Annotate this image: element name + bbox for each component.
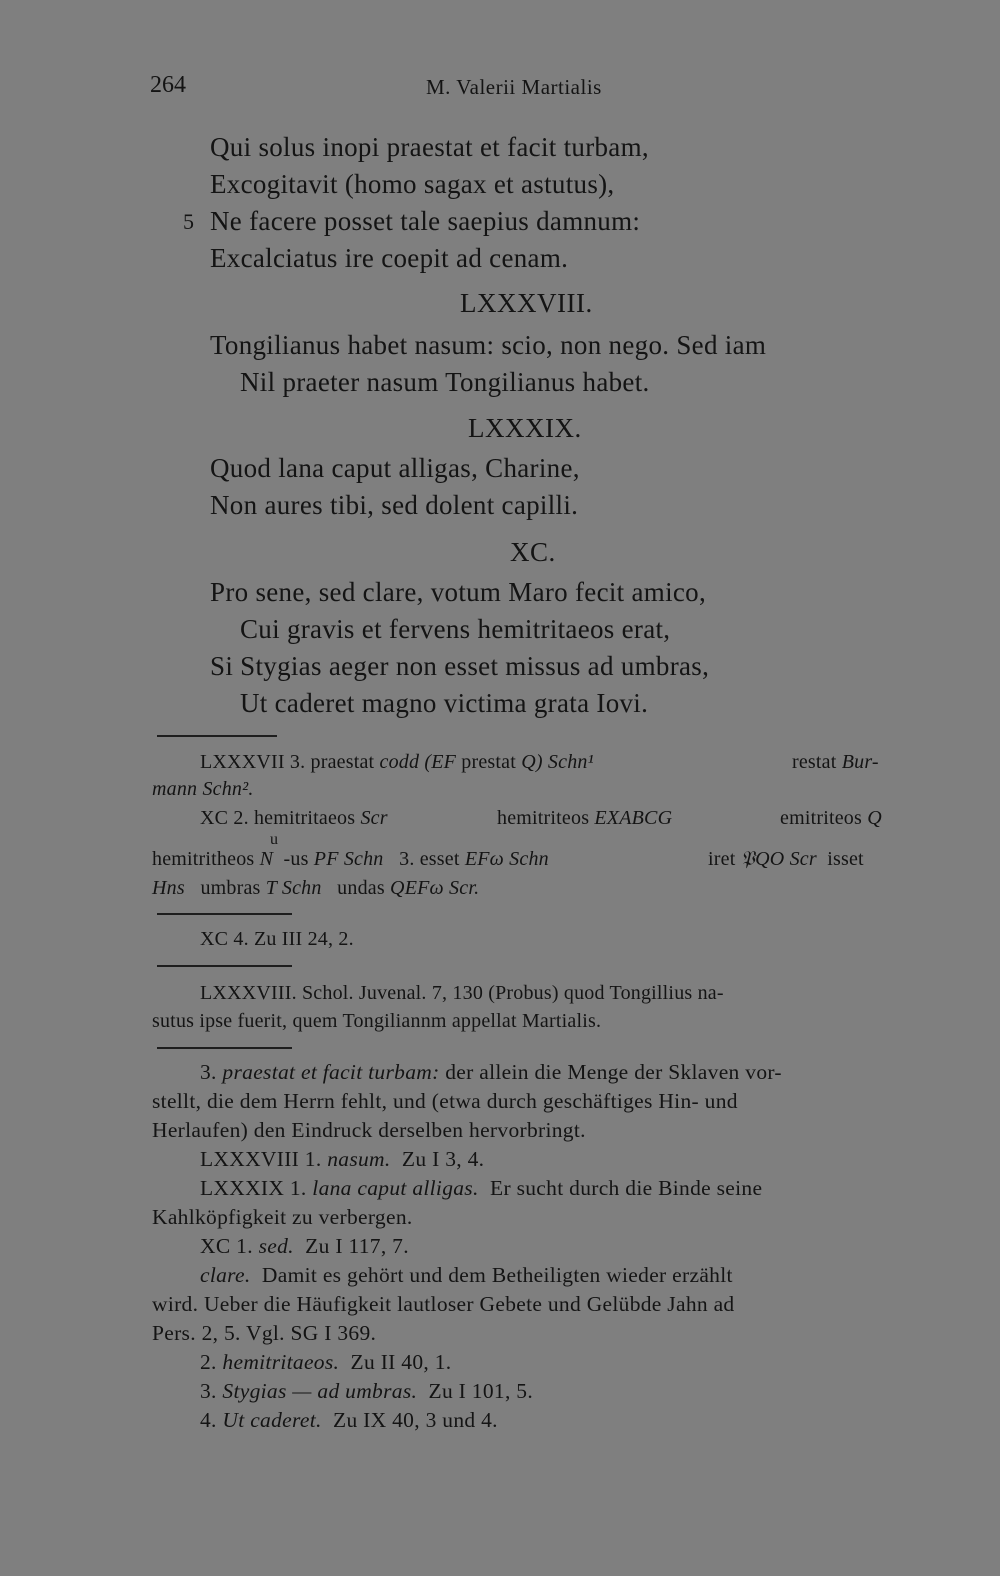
apparatus-text: 3. esset	[399, 848, 460, 870]
commentary-line	[200, 1234, 409, 1259]
commentary-line	[200, 1176, 762, 1201]
apparatus-line	[708, 848, 864, 871]
apparatus-text: undas	[337, 877, 385, 899]
apparatus-siglum: mann Schn².	[152, 778, 254, 800]
apparatus-siglum: Scr	[360, 807, 388, 829]
poem-line: Excalciatus ire coepit ad cenam.	[210, 243, 569, 273]
poem-line: Quod lana caput alligas, Charine,	[210, 453, 580, 483]
commentary-line	[200, 1263, 733, 1288]
poem-heading: XC.	[510, 537, 556, 567]
poem-heading: LXXXVIII.	[460, 288, 593, 318]
apparatus-siglum: PF Schn	[313, 848, 384, 870]
apparatus-text: XC 2. hemitritaeos	[200, 807, 356, 829]
superscript-variant: u	[270, 831, 278, 848]
scholia-line: sutus ipse fuerit, quem Tongiliannm appellat Martialis.	[152, 1010, 602, 1032]
apparatus-siglum: 𝔓QO Scr	[740, 848, 817, 870]
apparatus-siglum: Q) Schn¹	[521, 751, 594, 773]
separator-rule	[157, 735, 277, 737]
commentary-line: Kahlköpfigkeit zu verbergen.	[152, 1205, 413, 1229]
commentary-number: LXXXIX 1.	[200, 1176, 307, 1200]
commentary-line: wird. Ueber die Häufigkeit lautloser Gebete und Gelübde Jahn ad	[152, 1292, 735, 1316]
poem-line: Qui solus inopi praestat et facit turbam,	[210, 132, 649, 162]
apparatus-text: iret	[708, 848, 736, 870]
commentary-lemma: clare.	[200, 1263, 251, 1287]
apparatus-siglum: Q	[867, 807, 882, 829]
poem-line: Cui gravis et fervens hemitritaeos erat,	[240, 614, 671, 644]
poem-line: Si Stygias aeger non esset missus ad umbras,	[210, 651, 710, 681]
commentary-lemma: Stygias — ad umbras.	[222, 1379, 418, 1403]
apparatus-text: restat	[792, 751, 837, 773]
apparatus-text: hemitriteos	[497, 807, 590, 829]
apparatus-line	[152, 848, 549, 871]
commentary-lemma: lana caput alligas.	[312, 1176, 479, 1200]
apparatus-text: hemitritheos	[152, 848, 255, 870]
commentary-number: LXXXVIII 1.	[200, 1147, 322, 1171]
commentary-text: Zu II 40, 1.	[350, 1350, 452, 1374]
apparatus-text: umbras	[200, 877, 261, 899]
commentary-lemma: nasum.	[327, 1147, 391, 1171]
commentary-lemma: hemitritaeos.	[222, 1350, 340, 1374]
poem-line: Ne facere posset tale saepius damnum:	[210, 206, 641, 236]
apparatus-siglum: N	[259, 848, 274, 870]
commentary-lemma: praestat et facit turbam:	[222, 1060, 440, 1084]
commentary-text: Zu I 117, 7.	[305, 1234, 409, 1258]
scholia-line: LXXXVIII. Schol. Juvenal. 7, 130 (Probus) quod Tongillius na-	[200, 982, 724, 1004]
line-number: 5	[183, 209, 194, 234]
apparatus-text: emitriteos	[780, 807, 862, 829]
apparatus-text: prestat	[461, 751, 517, 773]
commentary-text: Damit es gehört und dem Betheiligten wieder erzählt	[261, 1263, 733, 1287]
commentary-line	[200, 1408, 498, 1433]
apparatus-line	[152, 778, 254, 801]
apparatus-siglum: Hns	[152, 877, 185, 899]
commentary-line: Herlaufen) den Eindruck derselben hervorbringt.	[152, 1118, 586, 1142]
commentary-lemma: sed.	[258, 1234, 294, 1258]
poem-line: Ut caderet magno victima grata Iovi.	[240, 688, 649, 718]
poem-line: Excogitavit (homo sagax et astutus),	[210, 169, 615, 199]
commentary-text: Zu IX 40, 3 und 4.	[333, 1408, 498, 1432]
commentary-number: XC 1.	[200, 1234, 253, 1258]
commentary-text: Zu I 101, 5.	[428, 1379, 534, 1403]
apparatus-text: isset	[827, 848, 864, 870]
commentary-line	[200, 1060, 782, 1085]
running-title: M. Valerii Martialis	[426, 75, 602, 99]
apparatus-siglum: Bur-	[841, 751, 879, 773]
poem-line: Pro sene, sed clare, votum Maro fecit amico,	[210, 577, 707, 607]
commentary-text: der allein die Menge der Sklaven vor-	[445, 1060, 782, 1084]
apparatus-line	[780, 807, 882, 830]
apparatus-siglum: T Schn	[265, 877, 322, 899]
apparatus-siglum: QEFω Scr.	[390, 877, 480, 899]
poem-line: Nil praeter nasum Tongilianus habet.	[240, 367, 650, 397]
commentary-number: 2.	[200, 1350, 217, 1374]
commentary-line: Pers. 2, 5. Vgl. SG I 369.	[152, 1321, 377, 1345]
poem-heading: LXXXIX.	[468, 413, 582, 443]
apparatus-line	[200, 807, 388, 830]
apparatus-line	[152, 877, 479, 900]
apparatus-line	[792, 751, 879, 774]
apparatus-text: -us	[283, 848, 309, 870]
apparatus-text: LXXXVII 3. praestat	[200, 751, 375, 773]
apparatus-line	[497, 807, 672, 830]
apparatus-siglum: codd (EF	[379, 751, 457, 773]
commentary-text: Zu I 3, 4.	[401, 1147, 485, 1171]
commentary-lemma: Ut caderet.	[222, 1408, 322, 1432]
apparatus-siglum: EFω Schn	[464, 848, 549, 870]
cross-reference: XC 4. Zu III 24, 2.	[200, 928, 354, 950]
commentary-number: 4.	[200, 1408, 217, 1432]
poem-line: Non aures tibi, sed dolent capilli.	[210, 490, 579, 520]
commentary-line	[200, 1147, 484, 1172]
separator-rule	[157, 913, 292, 915]
separator-rule	[157, 965, 292, 967]
commentary-text: Er sucht durch die Binde seine	[490, 1176, 763, 1200]
page-number: 264	[150, 72, 186, 98]
commentary-number: 3.	[200, 1060, 217, 1084]
commentary-line	[200, 1350, 451, 1375]
separator-rule	[157, 1047, 292, 1049]
commentary-number: 3.	[200, 1379, 217, 1403]
apparatus-siglum: EXABCG	[594, 807, 673, 829]
commentary-line: stellt, die dem Herrn fehlt, und (etwa durch geschäftiges Hin- und	[152, 1089, 738, 1113]
apparatus-line	[200, 751, 594, 774]
poem-line: Tongilianus habet nasum: scio, non nego. Sed iam	[210, 330, 767, 360]
commentary-line	[200, 1379, 533, 1404]
